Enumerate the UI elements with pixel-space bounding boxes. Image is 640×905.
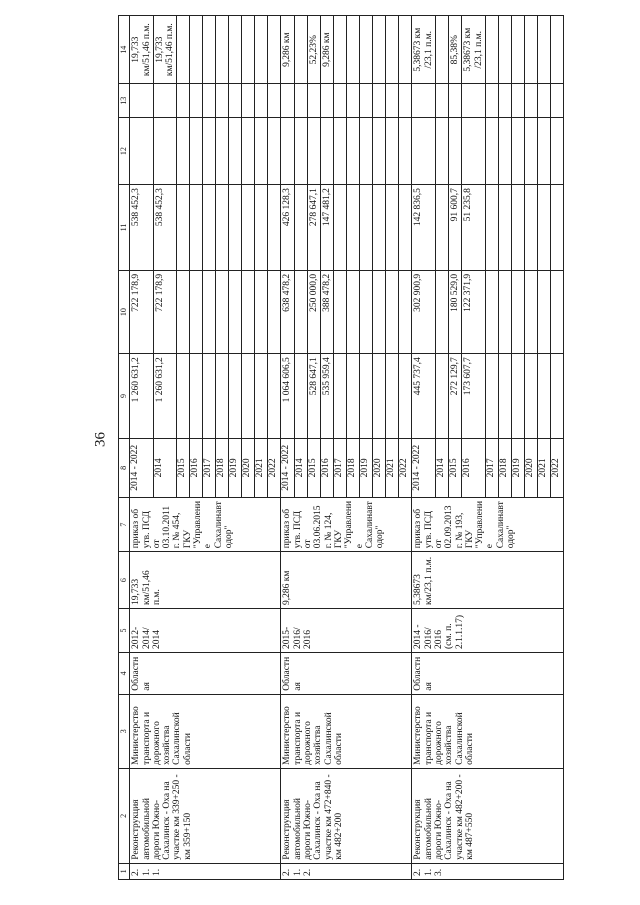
year-regional-amount — [524, 270, 537, 353]
year-extra-amount — [294, 84, 307, 118]
year-extra-amount — [307, 84, 320, 118]
year-label: 2015 — [307, 438, 320, 497]
year-federal-amount — [386, 185, 399, 271]
year-other-amount — [242, 118, 255, 185]
column-number-cell: 13 — [119, 84, 130, 118]
column-number-cell: 14 — [119, 16, 130, 84]
year-regional-amount — [550, 270, 563, 353]
year-total-cost: 535 959,4 — [321, 354, 334, 439]
year-other-amount — [537, 118, 550, 185]
year-regional-amount — [347, 270, 360, 353]
year-label: 2017 — [203, 438, 216, 497]
year-result-indicator — [537, 16, 550, 84]
year-other-amount — [550, 118, 563, 185]
year-other-amount — [462, 118, 486, 185]
federal-budget-amount: 538 452,3 — [130, 185, 154, 271]
year-extra-amount — [550, 84, 563, 118]
year-other-amount — [268, 118, 281, 185]
year-result-indicator — [360, 16, 373, 84]
year-federal-amount — [373, 185, 386, 271]
year-federal-amount: 278 647,1 — [307, 185, 320, 271]
year-regional-amount — [216, 270, 229, 353]
extra-amount — [130, 84, 154, 118]
year-total-cost — [347, 354, 360, 439]
column-number-cell: 3 — [119, 694, 130, 768]
column-number-cell: 4 — [119, 653, 130, 695]
year-result-indicator — [373, 16, 386, 84]
other-source-amount — [130, 118, 154, 185]
year-federal-amount — [399, 185, 412, 271]
year-regional-amount — [399, 270, 412, 353]
year-federal-amount — [485, 185, 498, 271]
project-row — [412, 16, 436, 880]
total-cost: 1 064 606,5 — [281, 354, 294, 439]
project-document: приказ об утв. ПСД от 03.06.2015 г. № 124, ГКУ "Управление Сахалинавтодор" — [281, 497, 412, 551]
regional-budget-amount: 302 900,9 — [412, 270, 436, 353]
year-extra-amount — [373, 84, 386, 118]
year-total-cost — [524, 354, 537, 439]
year-other-amount — [229, 118, 242, 185]
year-federal-amount — [511, 185, 524, 271]
customer-name: Министерство транспорта и дорожного хозяйства Сахалинской области — [130, 694, 281, 768]
column-number-cell: 11 — [119, 185, 130, 271]
year-regional-amount — [498, 270, 511, 353]
year-federal-amount — [537, 185, 550, 271]
result-indicator: 19,733 км/51,46 п.м. — [130, 16, 154, 84]
year-result-indicator: 85,38% — [448, 16, 461, 84]
year-result-indicator — [229, 16, 242, 84]
year-federal-amount — [242, 185, 255, 271]
year-regional-amount — [190, 270, 203, 353]
item-number: 2.1.1. — [130, 863, 281, 879]
year-extra-amount — [321, 84, 334, 118]
year-other-amount — [448, 118, 461, 185]
total-period-label: 2014 - 2022 — [412, 438, 436, 497]
year-other-amount — [294, 118, 307, 185]
year-federal-amount — [294, 185, 307, 271]
item-number: 2.1.3. — [412, 863, 563, 879]
year-other-amount — [190, 118, 203, 185]
project-document: приказ об утв. ПСД от 03.10.2011 г. № 454, ГКУ "Управление Сахалинавтодор" — [130, 497, 281, 551]
column-number-cell: 8 — [119, 438, 130, 497]
year-result-indicator — [255, 16, 268, 84]
year-other-amount — [216, 118, 229, 185]
year-result-indicator: 19,733 км/51,46 п.м. — [153, 16, 177, 84]
year-label: 2019 — [229, 438, 242, 497]
year-result-indicator — [190, 16, 203, 84]
total-cost: 445 737,4 — [412, 354, 436, 439]
year-result-indicator — [524, 16, 537, 84]
year-federal-amount — [255, 185, 268, 271]
year-result-indicator — [268, 16, 281, 84]
column-number-cell: 2 — [119, 768, 130, 863]
item-number: 2.1.2. — [281, 863, 412, 879]
year-regional-amount — [255, 270, 268, 353]
capacity-value: 5,38673 км/23,1 п.м. — [412, 552, 563, 609]
year-federal-amount — [334, 185, 347, 271]
year-result-indicator — [435, 16, 448, 84]
year-federal-amount — [435, 185, 448, 271]
budget-level: Областная — [412, 653, 563, 695]
year-regional-amount — [268, 270, 281, 353]
year-extra-amount — [448, 84, 461, 118]
year-result-indicator: 9,286 км — [321, 16, 334, 84]
year-total-cost — [511, 354, 524, 439]
year-label: 2015 — [448, 438, 461, 497]
year-other-amount — [177, 118, 190, 185]
year-total-cost — [268, 354, 281, 439]
year-label: 2019 — [360, 438, 373, 497]
year-label: 2020 — [373, 438, 386, 497]
year-regional-amount — [386, 270, 399, 353]
year-extra-amount — [511, 84, 524, 118]
year-regional-amount — [537, 270, 550, 353]
extra-amount — [412, 84, 436, 118]
year-total-cost: 173 607,7 — [462, 354, 486, 439]
year-result-indicator — [294, 16, 307, 84]
year-regional-amount — [177, 270, 190, 353]
project-name: Реконструкция автомобильной дороги Южно-Сахалинск - Оха на участке км 472+840 - км 482+200 — [281, 768, 412, 863]
column-number-cell: 12 — [119, 118, 130, 185]
year-label: 2014 — [153, 438, 177, 497]
year-total-cost — [435, 354, 448, 439]
total-period-label: 2014 - 2022 — [281, 438, 294, 497]
year-regional-amount — [242, 270, 255, 353]
year-other-amount — [203, 118, 216, 185]
year-label: 2015 — [177, 438, 190, 497]
year-regional-amount — [485, 270, 498, 353]
regional-budget-amount: 638 478,2 — [281, 270, 294, 353]
year-federal-amount — [524, 185, 537, 271]
year-regional-amount — [435, 270, 448, 353]
year-other-amount — [386, 118, 399, 185]
year-extra-amount — [255, 84, 268, 118]
year-label: 2021 — [255, 438, 268, 497]
year-label: 2014 — [294, 438, 307, 497]
year-other-amount — [321, 118, 334, 185]
year-other-amount — [153, 118, 177, 185]
year-regional-amount — [334, 270, 347, 353]
year-extra-amount — [399, 84, 412, 118]
year-label: 2022 — [550, 438, 563, 497]
construction-period: 2014 - 2016/ 2016 (см. п. 2.1.1.17) — [412, 609, 563, 653]
year-extra-amount — [485, 84, 498, 118]
year-total-cost — [373, 354, 386, 439]
year-federal-amount: 147 481,2 — [321, 185, 334, 271]
year-other-amount — [399, 118, 412, 185]
year-extra-amount — [334, 84, 347, 118]
year-extra-amount — [498, 84, 511, 118]
other-source-amount — [412, 118, 436, 185]
year-label: 2021 — [386, 438, 399, 497]
project-row — [130, 16, 154, 880]
year-extra-amount — [360, 84, 373, 118]
year-result-indicator — [399, 16, 412, 84]
year-federal-amount — [203, 185, 216, 271]
year-federal-amount — [498, 185, 511, 271]
federal-budget-amount: 426 128,3 — [281, 185, 294, 271]
year-label: 2016 — [190, 438, 203, 497]
year-extra-amount — [386, 84, 399, 118]
year-federal-amount: 91 600,7 — [448, 185, 461, 271]
year-extra-amount — [268, 84, 281, 118]
year-result-indicator — [386, 16, 399, 84]
year-result-indicator — [242, 16, 255, 84]
year-result-indicator — [550, 16, 563, 84]
year-total-cost — [229, 354, 242, 439]
regional-budget-amount: 722 178,9 — [130, 270, 154, 353]
year-total-cost — [177, 354, 190, 439]
year-label: 2017 — [485, 438, 498, 497]
column-number-row — [119, 16, 130, 880]
column-number-cell: 10 — [119, 270, 130, 353]
year-total-cost — [255, 354, 268, 439]
year-result-indicator: 5,38673 км /23,1 п.м. — [462, 16, 486, 84]
column-number-cell: 6 — [119, 552, 130, 609]
year-federal-amount — [216, 185, 229, 271]
year-federal-amount: 51 235,8 — [462, 185, 486, 271]
year-federal-amount: 538 452,3 — [153, 185, 177, 271]
customer-name: Министерство транспорта и дорожного хозяйства Сахалинской области — [412, 694, 563, 768]
year-label: 2022 — [399, 438, 412, 497]
year-result-indicator — [216, 16, 229, 84]
result-indicator: 9,286 км — [281, 16, 294, 84]
year-extra-amount — [242, 84, 255, 118]
year-other-amount — [307, 118, 320, 185]
year-extra-amount — [462, 84, 486, 118]
year-regional-amount — [229, 270, 242, 353]
year-other-amount — [334, 118, 347, 185]
construction-period: 2015-2016/ 2016 — [281, 609, 412, 653]
year-other-amount — [373, 118, 386, 185]
column-number-cell: 5 — [119, 609, 130, 653]
capacity-value: 9,286 км — [281, 552, 412, 609]
year-other-amount — [498, 118, 511, 185]
year-total-cost — [294, 354, 307, 439]
year-regional-amount: 250 000,0 — [307, 270, 320, 353]
year-extra-amount — [435, 84, 448, 118]
extra-amount — [281, 84, 294, 118]
year-total-cost — [334, 354, 347, 439]
page-number: 36 — [92, 432, 109, 447]
year-regional-amount — [360, 270, 373, 353]
year-other-amount — [255, 118, 268, 185]
year-regional-amount — [511, 270, 524, 353]
year-result-indicator — [511, 16, 524, 84]
year-federal-amount — [268, 185, 281, 271]
year-federal-amount — [229, 185, 242, 271]
year-result-indicator — [347, 16, 360, 84]
year-label: 2018 — [347, 438, 360, 497]
year-regional-amount: 722 178,9 — [153, 270, 177, 353]
result-indicator: 5,38673 км /23,1 п.м. — [412, 16, 436, 84]
year-total-cost — [550, 354, 563, 439]
column-number-cell: 9 — [119, 354, 130, 439]
year-other-amount — [524, 118, 537, 185]
year-result-indicator — [177, 16, 190, 84]
year-total-cost — [537, 354, 550, 439]
project-document: приказ об утв. ПСД от 02.09.2013 г. № 193, ГКУ "Управление Сахалинавтодор" — [412, 497, 563, 551]
year-total-cost — [399, 354, 412, 439]
year-result-indicator — [203, 16, 216, 84]
year-extra-amount — [203, 84, 216, 118]
year-federal-amount — [190, 185, 203, 271]
column-number-cell: 7 — [119, 497, 130, 551]
year-label: 2016 — [321, 438, 334, 497]
year-label: 2020 — [242, 438, 255, 497]
year-result-indicator — [485, 16, 498, 84]
year-extra-amount — [216, 84, 229, 118]
year-total-cost: 272 129,7 — [448, 354, 461, 439]
year-label: 2017 — [334, 438, 347, 497]
year-federal-amount — [550, 185, 563, 271]
year-extra-amount — [229, 84, 242, 118]
year-result-indicator — [498, 16, 511, 84]
year-total-cost — [360, 354, 373, 439]
year-total-cost: 528 647,1 — [307, 354, 320, 439]
project-name: Реконструкция автомобильной дороги Южно-Сахалинск - Оха на участке км 339+250 - км 359+150 — [130, 768, 281, 863]
year-label: 2014 — [435, 438, 448, 497]
year-total-cost — [216, 354, 229, 439]
year-extra-amount — [190, 84, 203, 118]
year-other-amount — [360, 118, 373, 185]
year-total-cost — [485, 354, 498, 439]
year-extra-amount — [177, 84, 190, 118]
program-table — [118, 15, 564, 880]
year-extra-amount — [537, 84, 550, 118]
year-extra-amount — [153, 84, 177, 118]
year-total-cost: 1 260 631,2 — [153, 354, 177, 439]
year-label: 2020 — [524, 438, 537, 497]
federal-budget-amount: 142 836,5 — [412, 185, 436, 271]
rotated-table-wrapper — [118, 15, 614, 880]
year-total-cost — [386, 354, 399, 439]
year-label: 2018 — [216, 438, 229, 497]
column-number-cell: 1 — [119, 863, 130, 879]
year-federal-amount — [360, 185, 373, 271]
year-total-cost — [203, 354, 216, 439]
year-extra-amount — [347, 84, 360, 118]
year-federal-amount — [347, 185, 360, 271]
year-total-cost — [190, 354, 203, 439]
year-other-amount — [511, 118, 524, 185]
budget-level: Областная — [281, 653, 412, 695]
project-row — [281, 16, 294, 880]
year-regional-amount: 180 529,0 — [448, 270, 461, 353]
year-total-cost — [498, 354, 511, 439]
customer-name: Министерство транспорта и дорожного хозяйства Сахалинской области — [281, 694, 412, 768]
year-other-amount — [435, 118, 448, 185]
year-other-amount — [485, 118, 498, 185]
year-result-indicator: 52,23% — [307, 16, 320, 84]
budget-level: Областная — [130, 653, 281, 695]
project-name: Реконструкция автомобильной дороги Южно-Сахалинск - Оха на участке км 482+200 - км 487+550 — [412, 768, 563, 863]
year-other-amount — [347, 118, 360, 185]
year-federal-amount — [177, 185, 190, 271]
other-source-amount — [281, 118, 294, 185]
construction-period: 2012-2014/ 2014 — [130, 609, 281, 653]
year-label: 2022 — [268, 438, 281, 497]
total-cost: 1 260 631,2 — [130, 354, 154, 439]
year-regional-amount: 388 478,2 — [321, 270, 334, 353]
year-regional-amount — [294, 270, 307, 353]
year-total-cost — [242, 354, 255, 439]
year-extra-amount — [524, 84, 537, 118]
year-regional-amount — [373, 270, 386, 353]
year-label: 2019 — [511, 438, 524, 497]
capacity-value: 19,733 км/51,46 п.м. — [130, 552, 281, 609]
total-period-label: 2014 - 2022 — [130, 438, 154, 497]
year-label: 2018 — [498, 438, 511, 497]
year-regional-amount: 122 371,9 — [462, 270, 486, 353]
year-regional-amount — [203, 270, 216, 353]
year-label: 2016 — [462, 438, 486, 497]
year-label: 2021 — [537, 438, 550, 497]
year-result-indicator — [334, 16, 347, 84]
